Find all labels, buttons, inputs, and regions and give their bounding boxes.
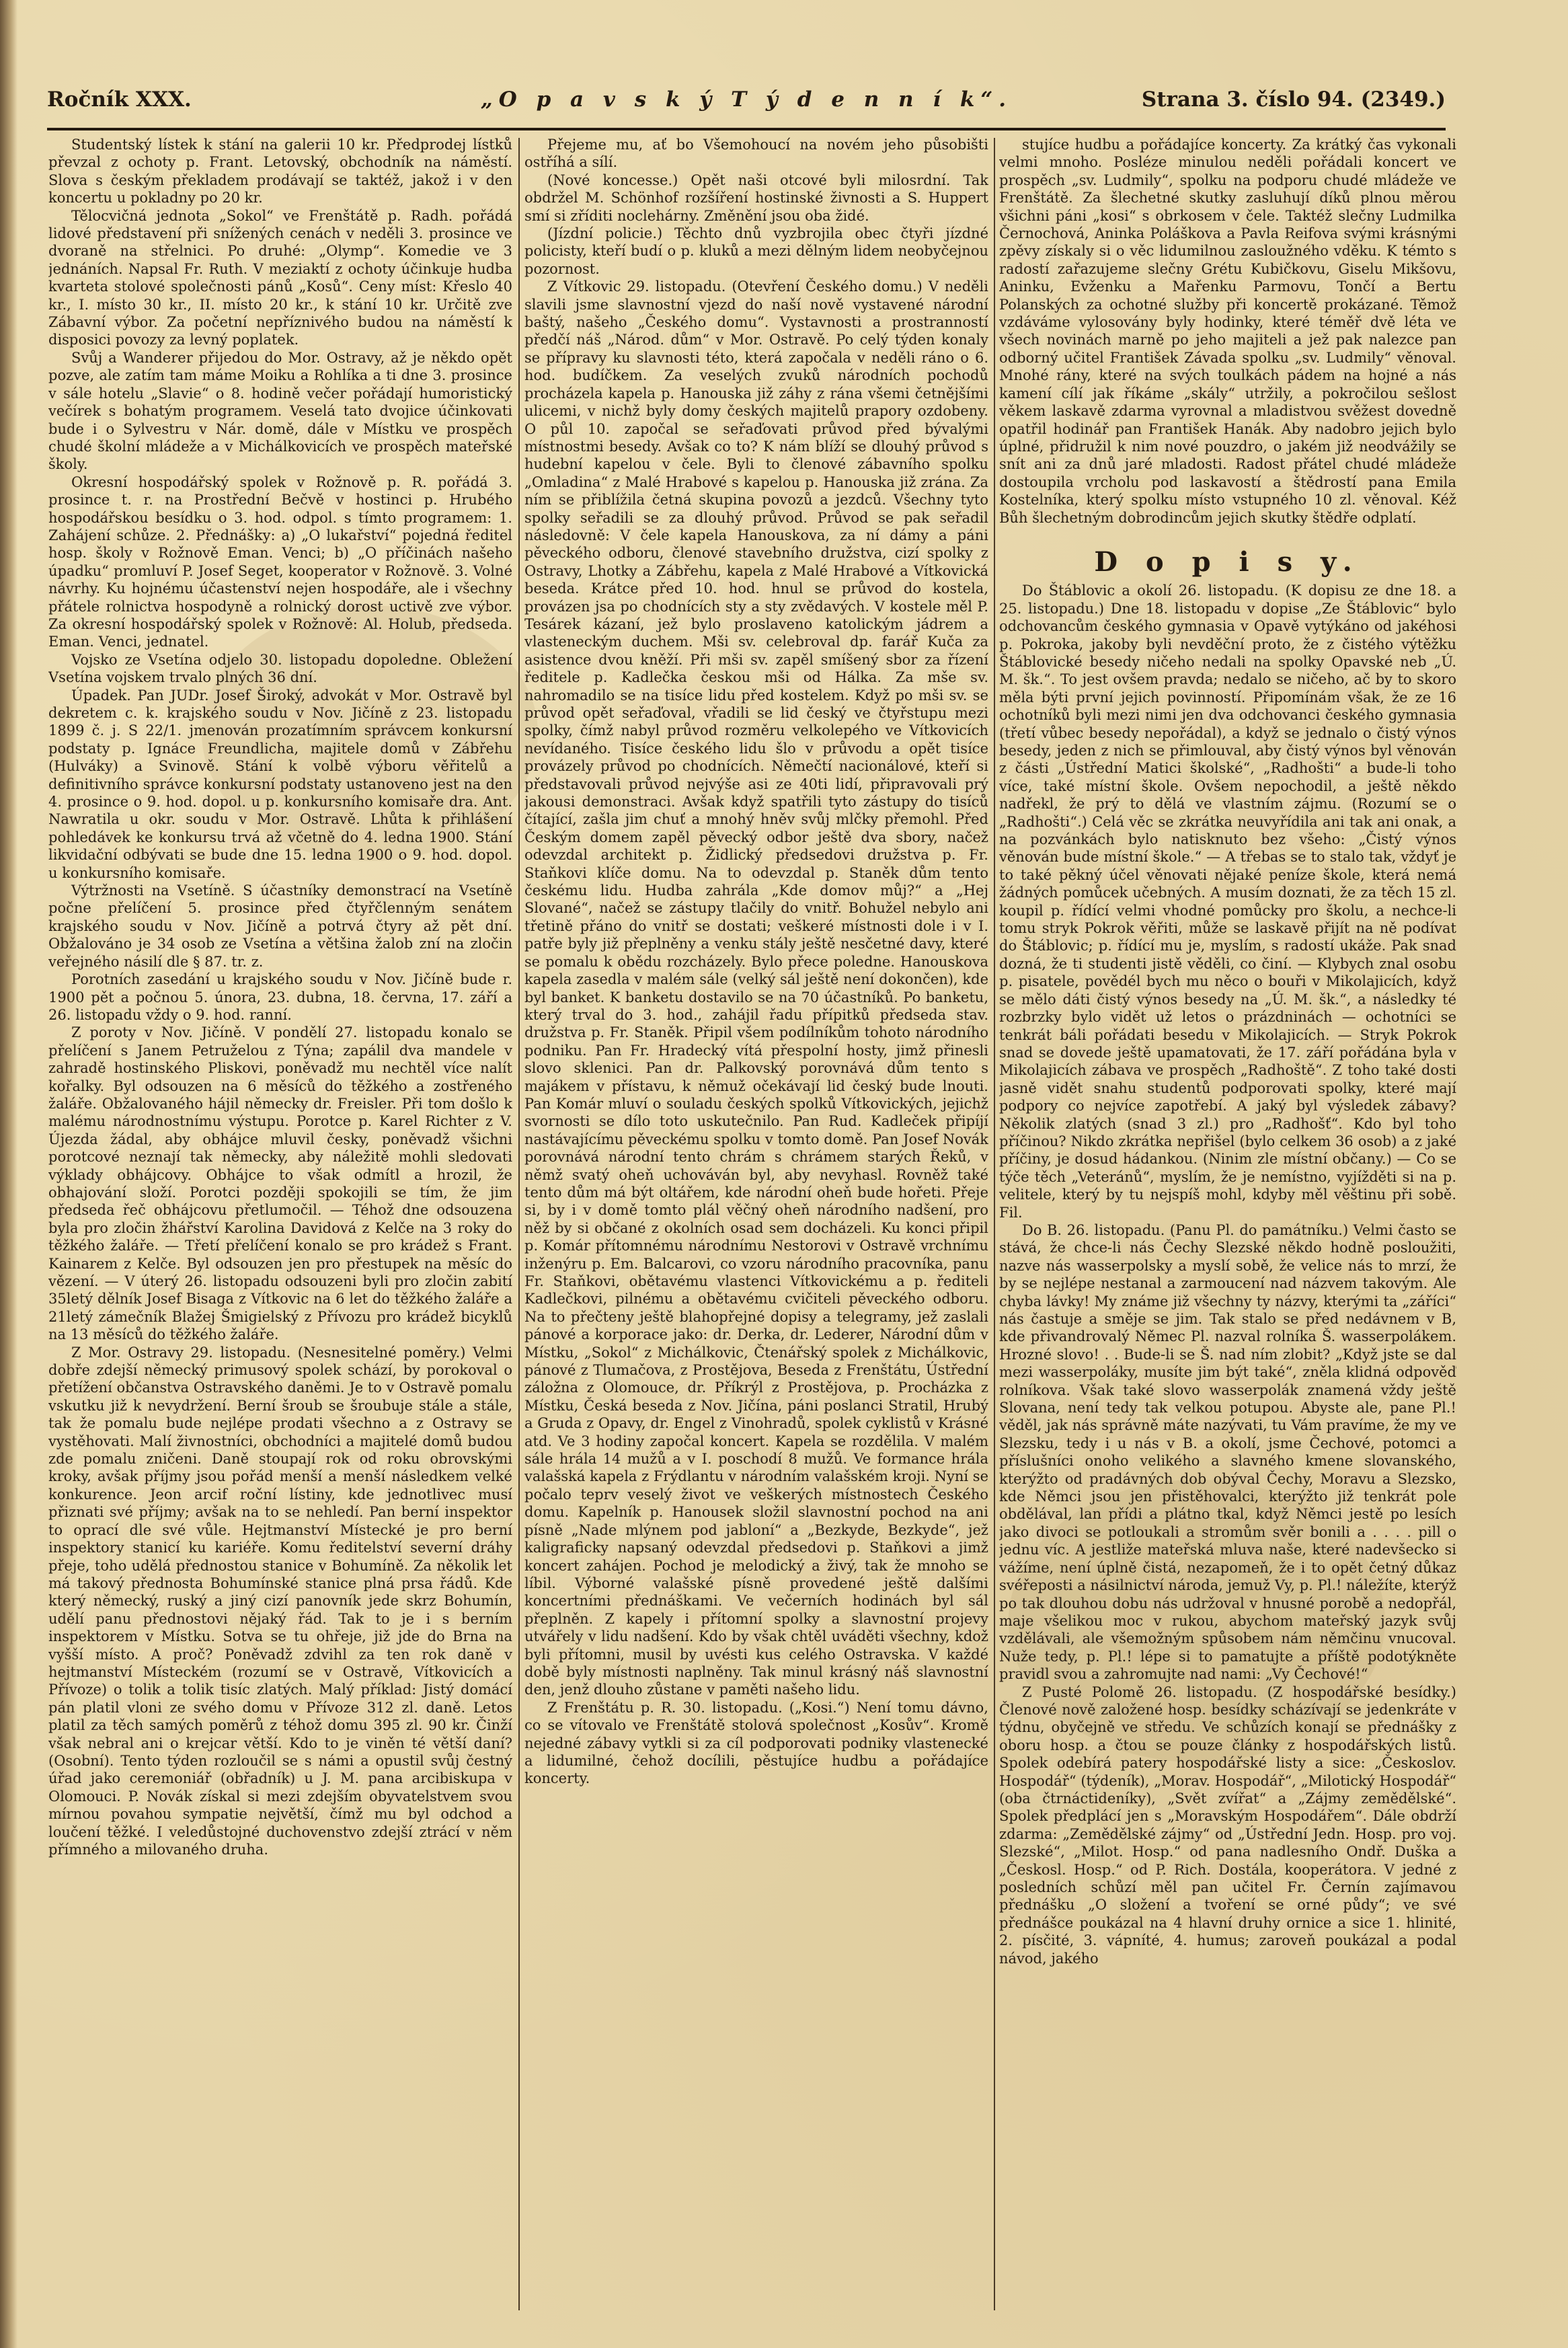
column-1 <box>48 136 512 2322</box>
volume-label: Ročník XXX. <box>47 87 192 112</box>
article-paragraph: (Nové koncesse.) Opět naši otcové byli milosrdní. Tak obdržel M. Schönhof rozšíření hostinské živnosti a S. Huppert smí si zříditi noclehárny. Změnění jsou oba židé. <box>524 172 988 224</box>
newspaper-title: „O p a v s k ý T ý d e n n í k“. <box>480 87 1013 112</box>
article-paragraph: Přejeme mu, ať bo Všemohoucí na novém jeho působišti ostříhá a sílí. <box>524 137 988 171</box>
article-paragraph: Tělocvičná jednota „Sokol“ ve Frenštátě p. Radh. pořádá lidové představení při snížených cenách v neděli 3. prosince ve dvoraně na střelnici. Po druhé: „Olymp“. Komedie ve 3 jednáních. Napsal Fr. Ruth. V meziaktí z ochoty účinkuje hudba kvarteta stolové společnosti pánů „Kosů“. Ceny míst: Křeslo 40 kr., I. místo 30 kr., II. místo 20 kr., k stání 10 kr. Určitě zve Zábavní výbor. Za početní nepříznivého budou na náměstí k disposici povozy za levný poplatek. <box>48 207 512 348</box>
article-paragraph: Z Vítkovic 29. listopadu. (Otevření Českého domu.) V neděli slavili jsme slavnostní vjezd do naší nově vystavené národní baštý, našeho „Českého domu“. Vystavnosti a prostranností předčí náš „Národ. dům“ v Mor. Ostravě. Po celý týden konaly se přípravy ku slavnosti této, která započala v neděli ráno o 6. hod. budíčkem. Za veselých zvuků národních pochodů procházela kapela p. Hanouska již záhy z rána všemi četnějšími ulicemi, v nichž byly domy českých majitelů prapory ozdobeny. O půl 10. započal se seřaďovati průvod před bývalými místnostmi besedy. Avšak co to? K nám blíží se dlouhý průvod s hudební kapelou v čele. Byli to členové zábavního spolku „Omladina“ z Malé Hrabové s kapelou p. Hanouska již zrána. Za ním se přiblížila četná skupina povozů a jezdců. Všechny tyto spolky seřadili se za dlouhý průvod. Průvod se pak seřadil následovně: V čele kapela Hanouskova, za ní dámy a páni pěveckého odboru, členové stavebního družstva, cizí spolky z Ostravy, Lhotky a Zábřehu, kapela z Malé Hrabové a Vítkovická beseda. Krátce před 10. hod. hnul se průvod do kostela, provázen jsa po chodnících sty a sty zvědavých. V kostele měl P. Tesárek kázaní, jež bylo proslaveno katolickým jádrem a vlasteneckým duchem. Mši sv. celebroval dp. farář Kuča za asistence dvou kněží. Při mši sv. zapěl smíšený sbor za řízení ředitele p. Kadlečka českou mši od Hálka. Za mše sv. nahromadilo se na tisíce lidu před kostelem. Když po mši sv. se průvod opět seřaďoval, vřadili se lid český ve čtyřstupu mezi spolky, čímž nabyl průvod rozměru velkolepého ve Vítkovicích nevídaného. Tisíce českého lidu šlo v průvodu a opět tisíce provázely průvod po chodnících. Němečtí nacionálové, kteří si představovali průvod nejvýše asi ze 40ti lidí, připravovali prý jakousi demonstraci. Avšak když spatřili tyto zástupy do tisíců čítající, zašla jim chuť a mnohý hněv svůj mlčky přemohl. Před Českým domem zapěl pěvecký odbor ještě dva sbory, načež odevzdal architekt p. Židlický předsedovi družstva p. Fr. Staňkovi klíče domu. Na to odevzdal p. Staněk dům tento českému lidu. Hudba zahrála „Kde domov můj?“ a „Hej Slované“, načež se zástupy tlačily do vnitř. Bohužel nebylo ani třetině přáno do vnitř se dostati; veškeré místnosti dole i v I. patře byly již přeplněny a venku stály ještě nesčetné davy, které se pomalu k obědu rozcházely. Bylo přece poledne. Hanouskova kapela zasedla v malém sále (velký sál ještě není dokončen), kde byl banket. K banketu dostavilo se na 70 účastníků. Po banketu, který trval do 3. hod., zahájil řadu přípitků předseda stav. družstva p. Fr. Staněk. Připil všem podílníkům tohoto národního podniku. Pan Fr. Hradecký vítá přespolní hosty, jimž přinesli slovo sklenici. Pan dr. Palkovský porovnává dům tento s majákem v přístavu, k němuž očekávají lid český bude lnouti. Pan Komár mluví o souladu českých spolků Vítkovických, jejichž svornosti se dílo toto uskutečnilo. Pan Rud. Kadleček připíjí nastávajícímu pěveckému spolku v tomto domě. Pan Josef Novák porovnává národní tento chrám s chrámem starých Řeků, v němž svatý oheň uchováván byl, aby nevyhasl. Rovněž také tento dům má být oltářem, kde národní oheň bude hořeti. Přeje si, by i v domě tomto plál věčný oheň národního nadšení, pro něž by si občané z okolních osad sem docházeli. Ku konci připil p. Komár přítomnému národnímu Nestorovi v Ostravě vrchnímu inženýru p. Em. Balcarovi, co vzoru národního pracovníka, panu Fr. Staňkovi, obětavému vlastenci Vítkovickému a p. řediteli Kadlečkovi, pilnému a obětavému cvičiteli pěveckého odboru. Na to přečteny ještě blahopřejné dopisy a telegramy, jež zaslali pánové a korporace jako: dr. Derka, dr. Lederer, Národní dům v Místku, „Sokol“ z Michálkovic, Čtenářský spolek z Michálkovic, pánové z Tlumačova, z Prostějova, Beseda z Frenštátu, Ústřední záložna z Olomouce, dr. Příkrýl z Prostějova, p. Procházka z Místku, Česká beseda z Nov. Jičína, páni poslanci Stratil, Hrubý a Gruda z Opavy, dr. Engel z Vinohradů, spolek cyklistů v Krásné atd. Ve 3 hodiny započal koncert. Kapela se rozdělila. V malém sále hrála 14 mužů a v I. poschodí 8 mužů. Ve formance hrála valašská kapela z Frýdlantu v národním valašském kroji. Nyní se počalo teprv veselý život ve veškerých místnostech Českého domu. Kapelník p. Hanousek složil slavnostní pochod na ani písně „Nade mlýnem pod jabloní“ a „Bezkyde, Bezkyde“, jež kaligraficky napsaný odevzdal předsedovi p. Staňkovi a jimž koncert zahájen. Pochod je melodický a živý, tak že mnoho se líbil. Výborné valašské písně provedené ještě dalšími koncertními přednáškami. Ve večerních hodinách byl sál přeplněn. Z kapely i přítomní spolky a slavnostní projevy utvářely v lidu nadšení. Kdo by však chtěl uváděti všechny, kdož byli přítomni, musil by uvésti kus celého Ostravska. V každé době byly místnosti naplněny. Tak minul krásný náš slavnostní den, jenž dlouho zůstane v paměti našeho lidu. <box>524 278 988 1698</box>
article-paragraph: Studentský lístek k stání na galerii 10 kr. Předprodej lístků převzal z ochoty p. Frant. Letovský, obchodník na náměstí. Slova s českým překladem prodávají se taktéž, jakož i v den koncertu u pokladny po 20 kr. <box>48 137 512 206</box>
article-paragraph: stujíce hudbu a pořádajíce koncerty. Za krátký čas vykonali velmi mnoho. Posléze minulou neděli pořádali koncert ve prospěch „sv. Ludmily“, spolku na podporu chudé mládeže ve Frenštátě. Za šlechetné skutky zasluhují díků plnou měrou všichni páni „kosi“ s obrkosem v čele. Taktéž slečny Ludmilka Černochová, Aninka Poláškova a Pavla Reifova svými krásnými zpěvy získaly si o věc lidumilnou zasloužného vděku. K témto s radostí zařazujeme slečny Grétu Kubičkovu, Giselu Mikšovu, Aninku, Evženku a Mařenku Parmovu, Tončí a Bertu Polanských za ochotné služby při koncertě prokázané. Těmož vzdáváme vylosovány byly hodinky, které téměř dvě léta ve všech novinách marně po jeho majiteli a jež pak nalezce pan odborný učitel František Závada spolku „sv. Ludmily“ věnoval. Mnohé rány, které na svých toulkách pádem na hojné a nás kamení cílí jak říkáme „skály“ utržily, a pokročilou sešlost věkem laskavě zdarma vyrovnal a mladistvou svěžest dovedně opatřil hodinář pan František Hanák. Aby nadobro jejich bylo úplné, přidružil k nim nové pouzdro, o jakém již neodvážily se snít ani za dnů jaré mladosti. Radost přátel chudé mládeže dostoupila vrcholu pod laskavostí a štědrostí pana Emila Kostelníka, který spolku místo vstupného 10 zl. věnoval. Kéž Bůh šlechetným dobrodincům jejich skutky štědře odplatí. <box>999 137 1456 526</box>
article-paragraph: (Jízdní policie.) Těchto dnů vyzbrojila obec čtyři jízdné policisty, kteří budí o p. kluků a mezi dělným lidem neobyčejnou pozornost. <box>524 225 988 277</box>
article-paragraph: Okresní hospodářský spolek v Rožnově p. R. pořádá 3. prosince t. r. na Prostřední Bečvě v hostinci p. Hrubého hospodářskou besídku o 3. hod. odpol. s tímto programem: 1. Zahájení schůze. 2. Přednášky: a) „O lukařství“ pojedná ředitel hosp. školy v Rožnově Eman. Venci; b) „O příčinách našeho úpadku“ promluví P. Josef Seget, kooperator v Rožnově. 3. Volné návrhy. Ku hojnému účastenství nejen hospodáře, ale i všechny přátele rolnictva hospodyně a rolnický dorost uctivě zve výbor. Za okresní hospodářský spolek v Rožnově: Al. Holub, předseda. Eman. Venci, jednatel. <box>48 474 512 650</box>
article-paragraph: Vojsko ze Vsetína odjelo 30. listopadu dopoledne. Obležení Vsetína vojskem trvalo plných 36 dní. <box>48 651 512 686</box>
header-rule <box>47 128 1446 130</box>
article-paragraph: Z Frenštátu p. R. 30. listopadu. („Kosi.“) Není tomu dávno, co se vítovalo ve Frenštátě stolová společnost „Kosův“. Kromě nejedné zábavy vytkli si za cíl podporovati podniky vlastenecké a lidumilné, čehož docílili, pěstujíce hudbu a pořádajíce koncerty. <box>524 1699 988 1787</box>
page-binding-edge <box>0 0 17 2348</box>
article-paragraph: Z Pusté Polomě 26. listopadu. (Z hospodářské besídky.) Členové nově založené hosp. besídky scházívají se jedenkráte v týdnu, obyčejně ve středu. Ve schůzích konají se přednášky z oboru hosp. a čtou se pouze články z hospodářských listů. Spolek odebírá patery hospodářské listy a sice: „Českoslov. Hospodář“ (týdeník), „Morav. Hospodář“, „Milotický Hospodář“ (oba čtrnáctideníky), „Svět zvířat“ a „Zájmy zemědělské“. Spolek předplácí jen s „Moravským Hospodářem“. Dále obdrží zdarma: „Zemědělské zájmy“ od „Ústřední Jedn. Hosp. pro voj. Slezské“, „Milot. Hosp.“ od pana nadlesního Ondř. Duška a „Českosl. Hosp.“ od P. Rich. Dostála, kooperátora. V jedné z posledních schůzí měl pan učitel Fr. Černín zajímavou přednášku „O složení a tvoření se orné půdy“; ve své přednášce poukázal na 4 hlavní druhy ornice a sice 1. hlinité, 2. písčité, 3. vápníté, 4. humus; zaroveň poukázal a podal návod, jakého <box>999 1683 1456 1967</box>
column-2 <box>524 136 988 2322</box>
article-paragraph: Svůj a Wanderer přijedou do Mor. Ostravy, až je někdo opět pozve, ale zatím tam máme Moiku a Rohlíka a ti dne 3. prosince v sále hotelu „Slavie“ o 8. hodině večer pořádají humoristický večírek s bohatým programem. Veselá tato dvojice účinkovati bude i o Sylvestru v Nár. domě, dále v Místku ve prospěch chudé školní mládeže a v Michálkovicích ve prospěch mateřské školy. <box>48 349 512 473</box>
column-divider <box>994 138 995 2310</box>
article-paragraph: Porotních zasedání u krajského soudu v Nov. Jičíně bude r. 1900 pět a počnou 5. února, 23. dubna, 18. června, 17. září a 26. listopadu vždy o 9. hod. ranní. <box>48 971 512 1023</box>
article-paragraph: Do B. 26. listopadu. (Panu Pl. do památníku.) Velmi často se stává, že chce-li nás Čechy Slezské někdo hodně posloužiti, nazve nás wasserpolsky a myslí sobě, že velice nás to mrzí, že by se nejlépe nestanal a zarmoucení nad názvem takovým. Ale chyba lávky! My známe již všechny ty názvy, kterými ta „záříci“ nás častuje a směje se jim. Tak stalo se před nedávnem v B, kde přivandrovalý Němec Pl. nazval rolníka Š. wasserpolákem. Hrozné slovo! . . Bude-li se Š. nad ním zlobit? „Když jste se dal mezi wasserpoláky, musíte jim být také“, zněla klidná odpověď rolníkova. Však také slovo wasserpolák znamená vždy ještě Slovana, není tedy tak velkou potupou. Abyste ale, pane Pl.! věděl, jak nás správně máte nazývati, tu Vám pravíme, že my ve Slezsku, tedy i u nás v B. a okolí, jsme Čechové, potomci a příslušníci onoho velikého a slavného kmene slovanského, kterýžto od pradávných dob obýval Čechy, Moravu a Slezsko, kde Němci jsou jen přistěhovalci, kterýžto již tenkrát pole obdělával, lan přídi a plátno tkal, když Němci jestě po lesích jako divoci se potloukali a stromům svěr bonili a . . . . pill o jednu víc. A jestliže mateřská mluva naše, které nadevšecko si vážíme, není úplně čistá, nezapomeň, že i to opět četný důkaz svéřeposti a násilnictví národa, jemuž Vy, p. Pl.! náležíte, kterýž po tak dlouhou dobu nás udržoval v hnusné porobě a nedopřál, maje všelikou moc v rukou, abychom mateřský jazyk svůj vzdělávali, ale všemožným spůsobem nám němčinu vnucoval. Nuže tedy, p. Pl.! lépe si to pamatujte a příště podotýkněte pravidl svou a zahromujte nad nami: „Vy Čechové!“ <box>999 1221 1456 1683</box>
section-heading-dopisy: D o p i s y. <box>1094 545 1362 578</box>
column-3 <box>999 136 1456 2322</box>
article-paragraph: Z poroty v Nov. Jičíně. V pondělí 27. listopadu konalo se přelíčení s Janem Petruželou z Týna; zapálil dva mandele v zahradě hostinského Pliskovi, poněvadž mu nechtěl více nalít kořalky. Byl odsouzen na 6 měsíců do těžkého a zostřeného žaláře. Obžalovaného hájil německy dr. Freisler. Při tom došlo k malému národnostnímu výstupu. Porotce p. Karel Richter z V. Újezda žádal, aby obhájce mluvil česky, poněvadž všichni porotcové neznají tak německy, aby náležitě mohli sledovati výklady obhájcovy. Obhájce to však odmítl a hrozil, že obhajování složí. Porotci později spokojili se tím, že jim předseda řeč obhájcovu přetlumočil. — Téhož dne odsouzena byla pro zločin žhářství Karolina Davidová z Kelče na 3 roky do těžkého žaláře. — Třetí přelíčení konalo se pro krádež s Frant. Kainarem z Kelče. Byl odsouzen jen pro přestupek na měsíc do vězení. — V úterý 26. listopadu odsouzeni byli pro zločin zabití 35letý dělník Josef Bisaga z Vítkovic na 6 let do těžkého žaláře a 21letý zámečník Blažej Šmigielský z Přívozu pro krádež bicyklů na 13 měsíců do těžkého žaláře. <box>48 1024 512 1343</box>
article-paragraph: Do Štáblovic a okolí 26. listopadu. (K dopisu ze dne 18. a 25. listopadu.) Dne 18. listopadu v dopise „Ze Štáblovic“ bylo odchovancům českého gymnasia v Opavě vytýkáno od jakéhosi p. Pokroka, jakoby byli nevděční proto, že z čistého výtěžku Štáblovické besedy ničeho nedali na spolky Opavské neb „Ú. M. šk.“. To jest ovšem pravda; nedalo se ničeho, ač by to skoro měla býti první jejich povinností. Připomínám však, že ze 16 ochotníků byli mezi nimi jen dva odchovanci českého gymnasia (třetí vůbec besedy nepořádal), a když se jednalo o čistý výnos besedy, jeden z nich se přimlouval, aby čistý výnos byl věnován z části „Ústřední Matici školské“, „Radhošti“ a bude-li toho více, také místní škole. Ovšem nepochodil, a ještě někdo nadřekl, že prý to dělá ve vlastním zájmu. (Rozumí se o „Radhošti“.) Celá věc se zkrátka neuvyřídila ani tak ani onak, a na pozvánkách bylo natisknuto bez všeho: „Čistý výnos věnován bude místní škole.“ — A třebas se to stalo tak, vždyť je to také pěkný účel věnovati nějaké peníze škole, která nemá žádných pomůcek učebných. A musím doznati, že za těch 15 zl. koupil p. řídící velmi vhodné pomůcky pro školu, a nechce-li tomu stryk Pokrok věřiti, může se laskavě přijít na ně podívat do Štáblovic; p. řídící mu je, myslím, s radostí ukáže. Pak snad dozná, že ti studenti jistě věděli, co činí. — Klybych znal osobu p. pisatele, povědél bych mu něco o bouři v Mikolajicích, když se mělo dáti čistý výnos besedy na „Ú. M. šk.“, a následky té rozbrzky bylo vidět už letos o prázdninách — ochotníci se tenkrát báli pořádati besedu v Mikolajicích. — Stryk Pokrok snad se dovede ještě upamatovati, že 17. září pořádána byla v Mikolajicích zábava ve prospěch „Radhoště“. Z toho také dosti jasně vidět snahu studentů podporovati spolky, které mají podpory co nejvíce zapotřebí. A jaký byl výsledek zábavy? Několik zlatých (snad 3 zl.) pro „Radhošť“. Kdo byl toho příčinou? Nikdo zkrátka nepřišel (bylo celkem 36 osob) a z jaké příčiny, je dosud hádankou. (Ninim zle místní občany.) — Co se týče těch „Veteránů“, myslím, že je nemístno, vyjížděti si na p. velitele, který by tu nejspíš mohl, kdyby měl věštinu při sobě. Fil. <box>999 582 1456 1221</box>
article-paragraph: Úpadek. Pan JUDr. Josef Široký, advokát v Mor. Ostravě byl dekretem c. k. krajského soudu v Nov. Jičíně z 23. listopadu 1899 č. j. S 22/1. jmenován prozatímním správcem konkursní podstaty p. Ignáce Freundlicha, majitele domů v Zábřehu (Hulváky) a Svinově. Stání k volbě výboru věřitelů a definitivního správce konkursní podstaty ustanoveno jest na den 4. prosince o 9. hod. dopol. u p. konkursního komisaře dra. Ant. Nawratila u okr. soudu v Mor. Ostravě. Lhůta k přihlášení pohledávek ke konkursu trvá až včetně do 4. ledna 1900. Stání likvidační odbývati se bude dne 15. ledna 1900 o 9. hod. dopol. u konkursního komisaře. <box>48 687 512 881</box>
article-paragraph: Výtržnosti na Vsetíně. S účastníky demonstrací na Vsetíně počne přelíčení 5. prosince před čtyřčlenným senátem krajského soudu v Nov. Jičíně a potrvá čtyry až pět dní. Obžalováno je 34 osob ze Vsetína a většina žalob zní na zločin veřejného násilí dle § 87. tr. z. <box>48 882 512 970</box>
article-paragraph: Z Mor. Ostravy 29. listopadu. (Nesnesitelné poměry.) Velmi dobře zdejší německý primusový spolek schází, by porokoval o přetížení občanstva Ostravského daněmi. Je to v Ostravě pomalu vskutku již k nevydržení. Berní šroub se šroubuje stále a stále, tak že pomalu bude nejlépe prodati všechno a z Ostravy se vystěhovati. Malí živnostníci, obchodníci a majitelé domů budou zde pomalu zničeni. Daně stoupají rok od roku obrovskými kroky, avšak příjmy jsou pořád menší a menší následkem velké konkurence. Jeon arcif roční lístiny, kde jednotlivec musí přiznati své příjmy; avšak na to se nehledí. Pan berní inspektor to oprací dle své vůle. Hejtmanství Místecké je pro berní inspektory stanicí ku kariéře. Komu ředitelství severní dráhy přeje, toho udělá přednostou stanice v Bohumíně. Za několik let má takový přednosta Bohumínské stanice plná prsa řádů. Kde který německý, ruský a jiný cizí panovník jede skrz Bohumín, udělí panu přednostovi nějaký řád. Tak to je i s berním inspektorem v Místku. Sotva se tu ohřeje, již jde do Brna na vyšší místo. A proč? Poněvadž zdvihl za ten rok daně v hejtmanství Místeckém (rozumí se v Ostravě, Vítkovicích a Přívoze) o tolik a tolik tisíc zlatých. Malý příklad: Jistý domácí pán platil vloni ze svého domu v Přívoze 312 zl. daně. Letos platil za těch samých poměrů z téhož domu 395 zl. 90 kr. Činží však nebral ani o krejcar větší. Kdo to je viněn té větší daní? (Osobní). Tento týden rozloučil se s námi a opustil svůj čestný úřad jako ceremoniář (obřadník) u J. M. pana arcibiskupa v Olomouci. P. Novák získal si mezi zdejším obyvatelstvem svou mírnou povahou sympatie největší, čímž mu byl odchod a loučení těžké. I veledůstojné duchovenstvo zdejší ztrácí v něm přímného a milovaného druha. <box>48 1344 512 1858</box>
column-divider <box>518 138 520 2310</box>
page-number: Strana 3. číslo 94. (2349.) <box>1141 87 1446 112</box>
